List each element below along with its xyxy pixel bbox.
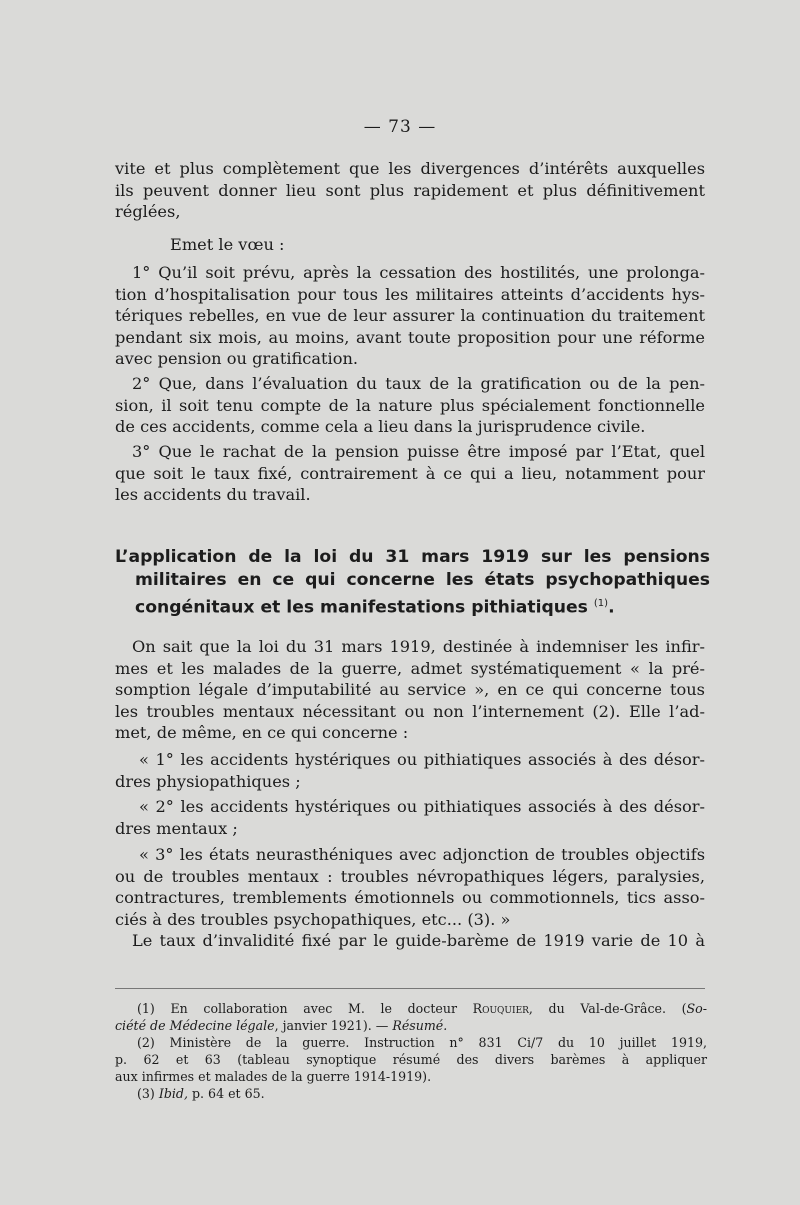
text-line: ciés à des troubles psychopathiques, etc... (3). » bbox=[115, 909, 511, 929]
text-line: 3° Que le rachat de la pension puisse être imposé par l’Etat, quel bbox=[132, 442, 705, 461]
text-line: les troubles mentaux nécessitant ou non l’internement (2). Elle l’ad- bbox=[115, 701, 705, 721]
text-line: réglées, bbox=[115, 202, 181, 222]
fn-text: (3) bbox=[137, 1086, 159, 1101]
footnote-1-cont bbox=[115, 1017, 707, 1034]
text-line: dres mentaux ; bbox=[115, 818, 238, 838]
text-line: avec pension ou gratification. bbox=[115, 349, 359, 369]
footnote-2: (2) Ministère de la guerre. Instruction n° 831 Ci/7 du 10 juillet 1919, bbox=[137, 1035, 707, 1050]
text-line: 1° Qu’il soit prévu, après la cessation des hostilités, une prolonga- bbox=[132, 263, 705, 282]
text-line: tériques rebelles, en vue de leur assurer la continuation du traitement bbox=[115, 306, 705, 326]
text-line: « 2° les accidents hystériques ou pithiatiques associés à des désor- bbox=[139, 797, 705, 816]
wish-3 bbox=[115, 441, 705, 506]
paragraph-law bbox=[115, 636, 705, 744]
text-line: que soit le taux fixé, contrairement à ce qui a lieu, notamment pour bbox=[115, 463, 705, 483]
quote-3 bbox=[115, 844, 705, 930]
footnote-2-cont: aux infirmes et malades de la guerre 1914-1919). bbox=[115, 1069, 432, 1084]
footnote-2-cont: p. 62 et 63 (tableau synoptique résumé des divers barèmes à appliquer bbox=[115, 1052, 707, 1067]
text-line: 2° Que, dans l’évaluation du taux de la gratification ou de la pen- bbox=[132, 374, 705, 393]
footnote-rule bbox=[115, 988, 705, 989]
text-line: mes et les malades de la guerre, admet systématiquement « la pré- bbox=[115, 658, 705, 678]
section-heading bbox=[115, 546, 710, 620]
fn-text: p. 64 et 65. bbox=[187, 1086, 265, 1101]
wish-2 bbox=[115, 373, 705, 438]
text-line: contractures, tremblements émotionnels ou commotionnels, tics asso- bbox=[115, 888, 705, 908]
text-line: On sait que la loi du 31 mars 1919, destinée à indemniser les infir- bbox=[132, 637, 705, 656]
text-line: tion d’hospitalisation pour tous les militaires atteints d’accidents hys- bbox=[115, 284, 705, 304]
fn-text: , du Val-de-Grâce. ( bbox=[528, 1001, 687, 1016]
text-line: Le taux d’invalidité fixé par le guide-barème de 1919 varie de 10 à bbox=[132, 931, 705, 950]
text-line: les accidents du travail. bbox=[115, 485, 311, 505]
paragraph-continuation bbox=[115, 158, 705, 223]
footnote-1 bbox=[115, 1000, 707, 1017]
footnote-3 bbox=[115, 1085, 707, 1102]
footnotes bbox=[115, 1000, 707, 1102]
text-line: pendant six mois, au moins, avant toute proposition pour une réforme bbox=[115, 327, 705, 347]
text-line: Emet le vœu : bbox=[170, 235, 285, 254]
heading-line bbox=[115, 592, 710, 620]
paragraph-taux bbox=[115, 930, 705, 952]
emet-line bbox=[170, 234, 570, 256]
fn-italic: Ibid, bbox=[158, 1086, 188, 1101]
page-number: — 73 — bbox=[363, 117, 437, 137]
text-line: « 3° les états neurasthéniques avec adjonction de troubles objectifs bbox=[139, 845, 705, 864]
heading-line: militaires en ce qui concerne les états psychopathiques bbox=[135, 570, 710, 590]
text-line: ou de troubles mentaux : troubles névropathiques légers, paralysies, bbox=[115, 866, 705, 886]
text-line: sion, il soit tenu compte de la nature plus spécialement fonctionnelle bbox=[115, 395, 705, 415]
wish-1 bbox=[115, 262, 705, 370]
quote-2 bbox=[115, 796, 705, 839]
quote-1 bbox=[115, 749, 705, 792]
fn-italic: So- bbox=[686, 1001, 707, 1016]
heading-line-text: congénitaux et les manifestations pithiatiques bbox=[135, 597, 588, 618]
footnote-ref: (1) bbox=[593, 598, 609, 609]
text-line: de ces accidents, comme cela a lieu dans la jurisprudence civile. bbox=[115, 417, 646, 437]
fn-author: Rouquier bbox=[472, 1001, 529, 1016]
text-line: somption légale d’imputabilité au service », en ce qui concerne tous bbox=[115, 680, 705, 700]
heading-line: L’application de la loi du 31 mars 1919 sur les pensions bbox=[115, 547, 710, 567]
text-line: « 1° les accidents hystériques ou pithiatiques associés à des désor- bbox=[139, 750, 705, 769]
text-line: met, de même, en ce qui concerne : bbox=[115, 723, 409, 743]
fn-text: , janvier 1921). — bbox=[274, 1018, 393, 1033]
heading-end: . bbox=[608, 597, 615, 618]
fn-italic: Résumé. bbox=[392, 1018, 448, 1033]
fn-italic: ciété de Médecine légale bbox=[115, 1018, 275, 1033]
text-line: dres physiopathiques ; bbox=[115, 771, 301, 791]
text-line: ils peuvent donner lieu sont plus rapidement et plus définitivement bbox=[115, 180, 705, 200]
text-line: vite et plus complètement que les divergences d’intérêts auxquelles bbox=[115, 159, 705, 178]
fn-text: (1) En collaboration avec M. le docteur bbox=[137, 1001, 457, 1016]
